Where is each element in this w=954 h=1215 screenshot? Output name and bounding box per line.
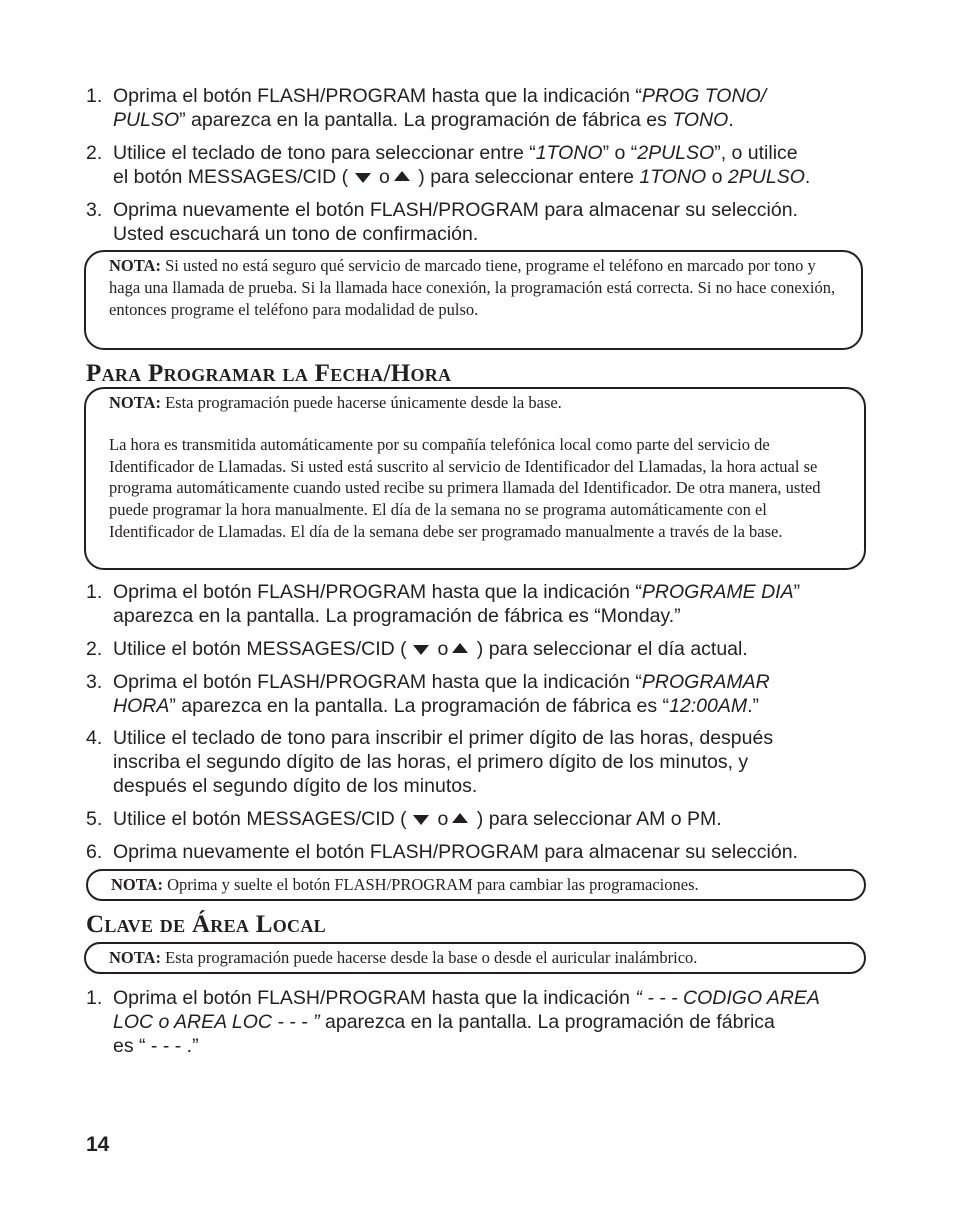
step-number: 1. — [86, 987, 103, 1009]
step-3-store-selection: 3. Oprima nuevamente el botón FLASH/PROGRAM para almacenar su selección. Usted escuchará un tono de confirmación. — [86, 199, 798, 245]
step-1-programe-dia: 1. Oprima el botón FLASH/PROGRAM hasta que la indicación “PROGRAME DIA” aparezca en la pantalla. La programación de fábrica es “Monday.” — [86, 581, 801, 627]
down-arrow-icon — [413, 645, 429, 655]
note-label: NOTA: — [109, 948, 161, 967]
down-arrow-icon — [413, 815, 429, 825]
step-number: 3. — [86, 671, 103, 693]
step-6-store-selection: 6. Oprima nuevamente el botón FLASH/PROGRAM para almacenar su selección. — [86, 841, 798, 863]
step-number: 2. — [86, 638, 103, 660]
step-number: 2. — [86, 142, 103, 164]
step-number: 1. — [86, 581, 103, 603]
note-date-time: NOTA: Esta programación puede hacerse únicamente desde la base. La hora es transmitida automáticamente por su compañía telefónica local como parte del servicio de Identificador de Llamadas. Si usted está suscrito al servicio de Identificador del Llamadas, la hora actual se programa automáticamente cuando usted recibe su primera llamada del Identificador. De otra manera, usted puede programar la hora manualmente. El día de la semana no se programa automáticamente con el Identificador de Llamadas. El día de la semana debe ser programado manualmente a través de la base. — [84, 387, 866, 570]
step-2-select-day: 2. Utilice el botón MESSAGES/CID ( o ) para seleccionar el día actual. — [86, 638, 748, 660]
page-number: 14 — [86, 1133, 110, 1156]
down-arrow-icon — [355, 173, 371, 183]
step-number: 3. — [86, 199, 103, 221]
note-change-settings: NOTA: Oprima y suelte el botón FLASH/PROGRAM para cambiar las programaciones. — [86, 869, 866, 901]
step-number: 1. — [86, 85, 103, 107]
step-5-select-am-pm: 5. Utilice el botón MESSAGES/CID ( o ) para seleccionar AM o PM. — [86, 808, 722, 830]
step-2-select-tone-pulse: 2. Utilice el teclado de tono para seleccionar entre “1TONO” o “2PULSO”, o utilice el botón MESSAGES/CID ( o ) para seleccionar entere 1TONO o 2PULSO. — [86, 142, 811, 188]
note-label: NOTA: — [111, 875, 163, 894]
step-number: 6. — [86, 841, 103, 863]
step-1-codigo-area: 1. Oprima el botón FLASH/PROGRAM hasta que la indicación “ - - - CODIGO AREA LOC o AREA LOC - - - ” aparezca en la pantalla. La programación de fábrica es “ - - - .” — [86, 987, 820, 1057]
up-arrow-icon — [394, 171, 410, 181]
note-dialing-mode: NOTA: Si usted no está seguro qué servicio de marcado tiene, programe el teléfono en marcado por tono y haga una llamada de prueba. Si la llamada hace conexión, la programación está correcta. Si no hace conexión, entonces programe el teléfono para modalidad de pulso. — [84, 250, 863, 350]
note-area-code: NOTA: Esta programación puede hacerse desde la base o desde el auricular inalámbrico. — [84, 942, 866, 974]
note-label: NOTA: — [109, 256, 161, 275]
step-3-programar-hora: 3. Oprima el botón FLASH/PROGRAM hasta que la indicación “PROGRAMAR HORA” aparezca en la pantalla. La programación de fábrica es “12:00AM.” — [86, 671, 770, 717]
note-paragraph: La hora es transmitida automáticamente por su compañía telefónica local como parte del servicio de Identificador de Llamadas. Si usted está suscrito al servicio de Identificador del Llamadas, la hora actual se programa automáticamente cuando usted recibe su primera llamada del Identificador. De otra manera, usted puede programar la hora manualmente. El día de la semana no se programa automáticamente con el Identificador de Llamadas. El día de la semana debe ser programado manualmente a través de la base. — [109, 434, 821, 541]
step-1-prog-tono: 1. Oprima el botón FLASH/PROGRAM hasta que la indicación “PROG TONO/ PULSO” aparezca en la pantalla. La programación de fábrica es TONO. — [86, 85, 767, 131]
step-number: 5. — [86, 808, 103, 830]
step-number: 4. — [86, 727, 103, 749]
step-4-enter-digits: 4. Utilice el teclado de tono para inscribir el primer dígito de las horas, después inscriba el segundo dígito de las horas, el primero dígito de los minutos, y después el segundo dígito de los minutos. — [86, 727, 774, 797]
section-heading-fecha-hora: Para Programar la Fecha/Hora — [86, 360, 452, 387]
up-arrow-icon — [452, 643, 468, 653]
note-label: NOTA: — [109, 393, 161, 412]
up-arrow-icon — [452, 813, 468, 823]
section-heading-clave-area: Clave de Área Local — [86, 911, 326, 938]
